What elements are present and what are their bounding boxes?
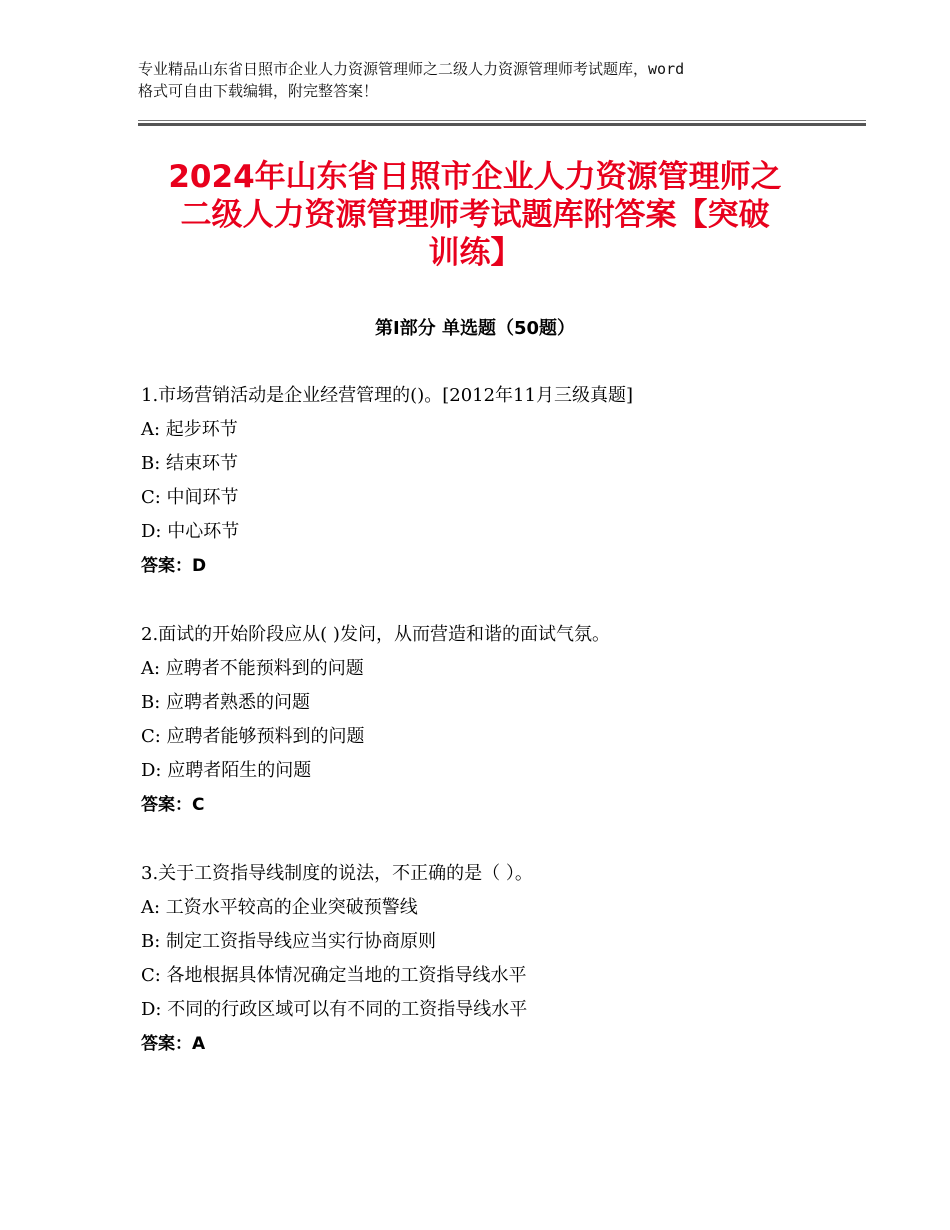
title-line3: 训练】 — [428, 235, 522, 271]
question-stem: 2.面试的开始阶段应从( )发问，从而营造和谐的面试气氛。 — [141, 624, 610, 645]
answer: 答案：D — [141, 556, 207, 576]
option-d: D: 应聘者陌生的问题 — [141, 760, 312, 781]
question-1 — [141, 379, 861, 583]
option-c: C: 中间环节 — [141, 487, 239, 508]
option-a: A: 应聘者不能预料到的问题 — [141, 658, 364, 679]
question-2 — [141, 618, 861, 822]
option-d: D: 不同的行政区域可以有不同的工资指导线水平 — [141, 999, 528, 1020]
option-a: A: 起步环节 — [141, 419, 238, 440]
title-line1: 2024年山东省日照市企业人力资源管理师之 — [168, 159, 782, 195]
option-b: B: 制定工资指导线应当实行协商原则 — [141, 931, 437, 952]
option-b: B: 结束环节 — [141, 453, 239, 474]
option-a: A: 工资水平较高的企业突破预警线 — [141, 897, 418, 918]
document-title — [100, 158, 850, 272]
answer: 答案：A — [141, 1034, 206, 1054]
question-3 — [141, 857, 861, 1061]
question-stem: 3.关于工资指导线制度的说法，不正确的是（ ）。 — [141, 863, 533, 884]
header-divider-thick — [138, 123, 866, 126]
title-line2: 二级人力资源管理师考试题库附答案【突破 — [180, 197, 770, 233]
section-heading: 第Ⅰ部分 单选题（50题） — [374, 318, 575, 339]
option-c: C: 应聘者能够预料到的问题 — [141, 726, 365, 747]
option-b: B: 应聘者熟悉的问题 — [141, 692, 311, 713]
header-note — [138, 58, 828, 102]
option-c: C: 各地根据具体情况确定当地的工资指导线水平 — [141, 965, 527, 986]
question-stem: 1.市场营销活动是企业经营管理的()。[2012年11月三级真题] — [141, 385, 633, 406]
header-note-line1: 专业精品山东省日照市企业人力资源管理师之二级人力资源管理师考试题库，word — [138, 60, 685, 78]
option-d: D: 中心环节 — [141, 521, 240, 542]
header-note-line2: 格式可自由下载编辑，附完整答案！ — [138, 82, 379, 100]
header-divider-thin — [138, 120, 866, 121]
answer: 答案：C — [141, 795, 205, 815]
